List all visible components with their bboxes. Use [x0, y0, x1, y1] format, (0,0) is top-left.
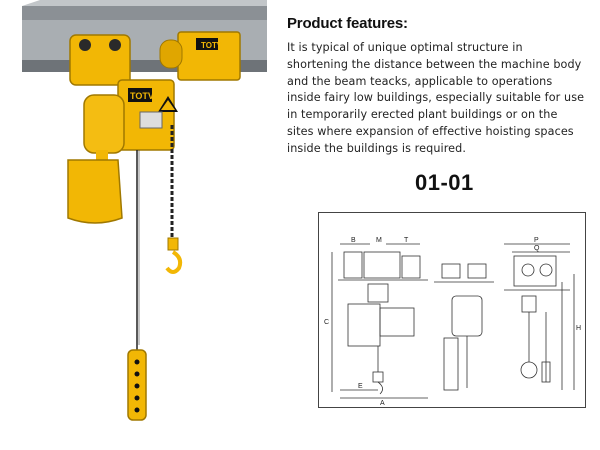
label-c: C: [324, 319, 330, 326]
svg-text:TOTV: TOTV: [201, 41, 223, 50]
label-h: H: [576, 325, 582, 332]
product-photo: [0, 0, 270, 450]
chain-bag: [68, 150, 122, 223]
label-m: M: [376, 237, 382, 244]
features-heading: Product features:: [287, 15, 408, 32]
dimension-drawing: [318, 212, 586, 408]
label-e: E: [358, 383, 363, 390]
trolley-left: [70, 35, 130, 85]
features-description: It is typical of unique optimal structure in shortening the distance between the machine body and the beam teacks, applicable to operations inside fairy low buildings, especially suitable for use in temporarily erected plant buildings or on the sites where expansion of effective hoisting spaces inside the buildings is required.: [287, 41, 585, 155]
label-a: A: [380, 400, 385, 407]
hoist-body: [84, 80, 178, 153]
label-b: B: [351, 237, 356, 244]
pendant-control: [128, 150, 146, 420]
svg-text:TOTV: TOTV: [130, 91, 154, 101]
label-q: Q: [534, 245, 540, 252]
label-t: T: [404, 237, 409, 244]
label-p: P: [534, 237, 539, 244]
model-number: 01-01: [415, 170, 474, 195]
